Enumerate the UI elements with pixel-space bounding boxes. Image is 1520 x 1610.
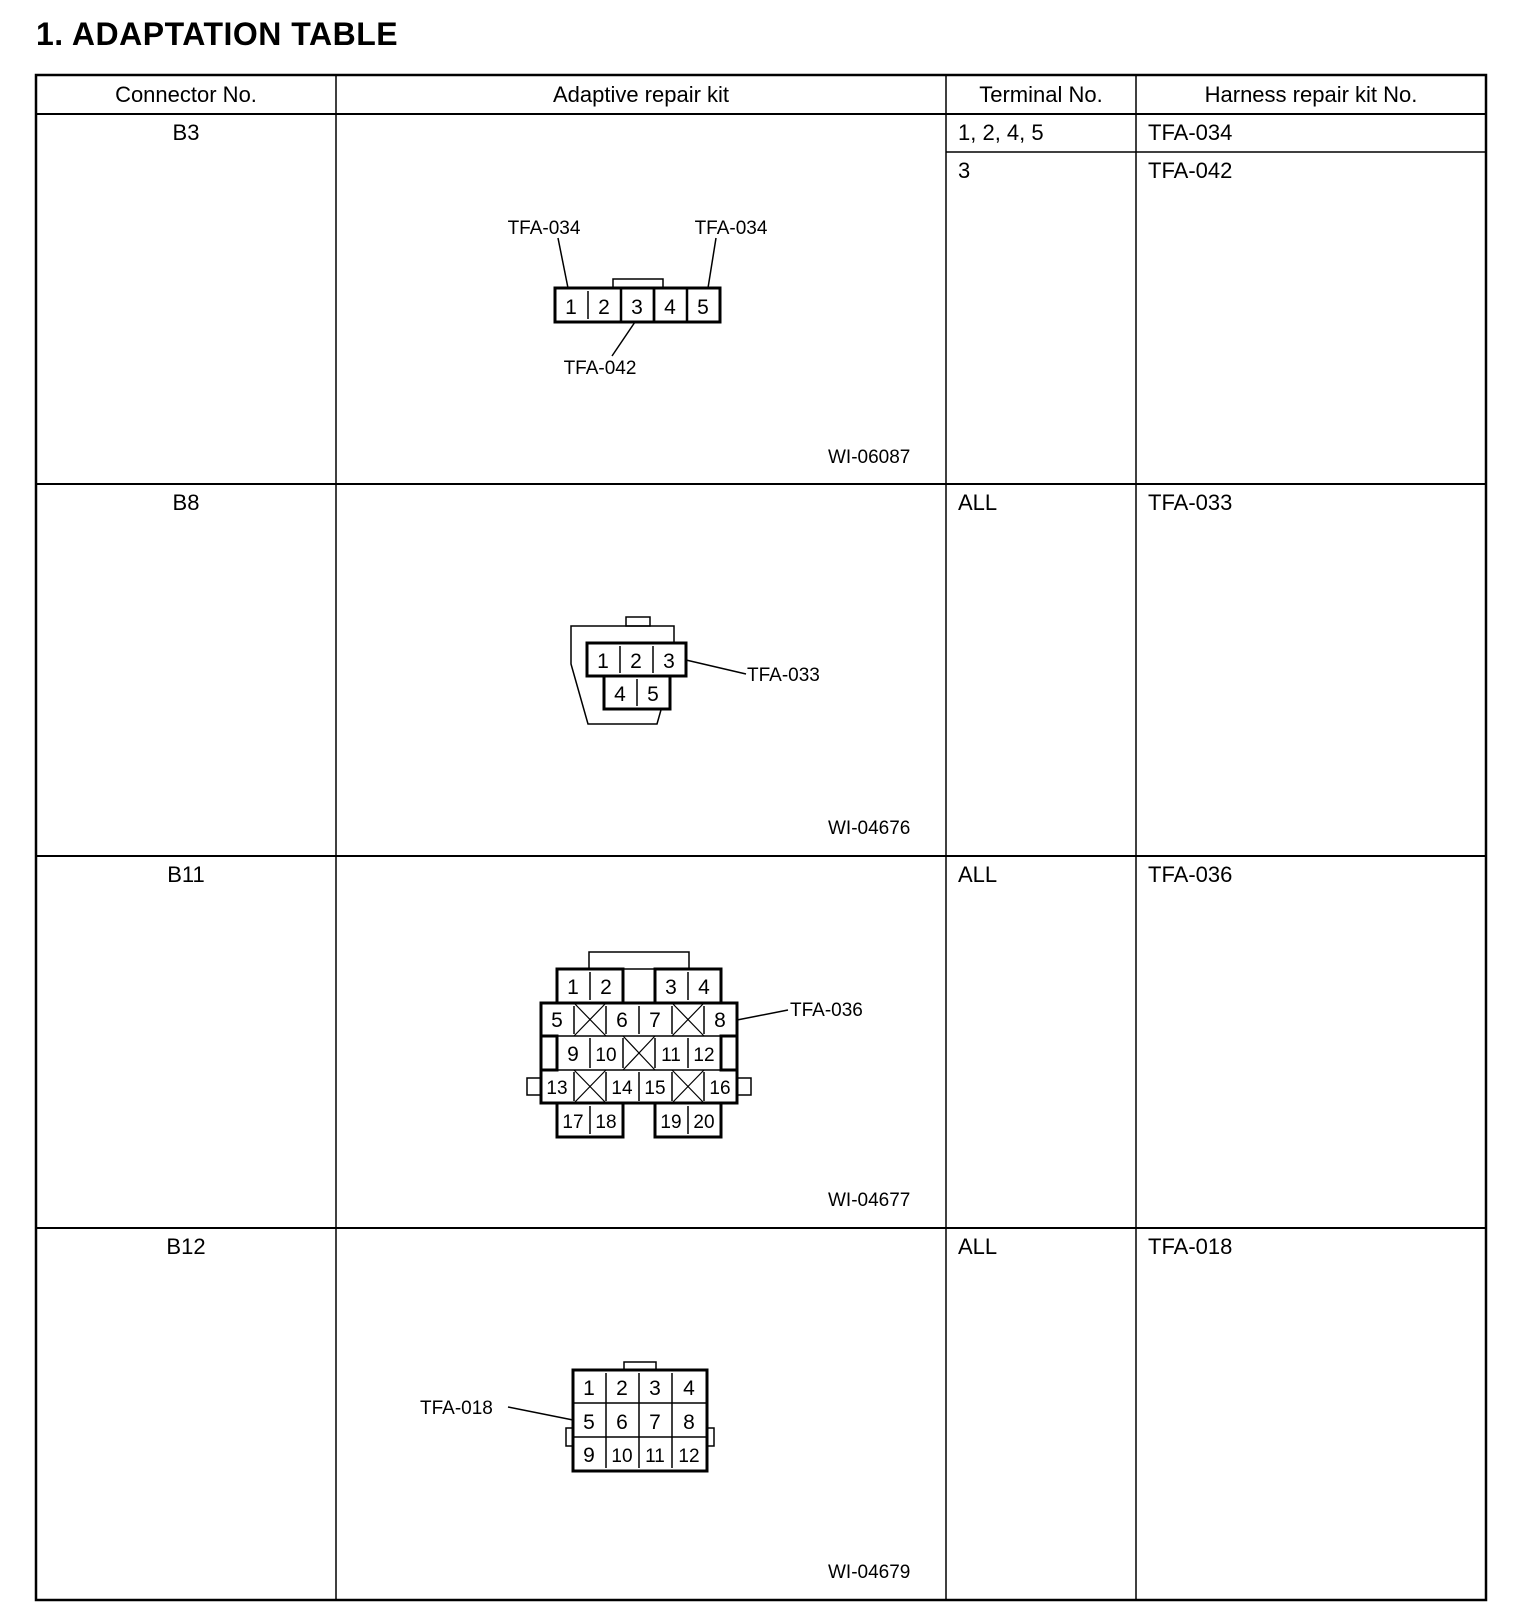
pin-b12-6: 6 — [616, 1411, 628, 1434]
pin-b12-4: 4 — [683, 1377, 695, 1400]
pin-b11-17: 17 — [562, 1112, 584, 1133]
pin-b12-7: 7 — [649, 1411, 661, 1434]
pin-b12-8: 8 — [683, 1411, 695, 1434]
pin-b12-10: 10 — [611, 1446, 633, 1467]
pin-b11-9: 9 — [567, 1043, 579, 1066]
callout-b3-tfa-034-right: TFA-034 — [694, 218, 768, 239]
header-harness-repair-kit-no: Harness repair kit No. — [1204, 82, 1418, 107]
kit-b12: TFA-018 — [1148, 1234, 1233, 1259]
figure-id-b8: WI-04676 — [828, 818, 911, 839]
pin-b11-3: 3 — [665, 976, 677, 999]
pin-b12-12: 12 — [678, 1446, 700, 1467]
pin-b3-2: 2 — [598, 296, 610, 319]
header-terminal-no: Terminal No. — [979, 82, 1103, 107]
pin-b8-1: 1 — [597, 650, 609, 673]
connector-diagram-b11 — [336, 856, 946, 1228]
pin-b12-11: 11 — [645, 1446, 665, 1467]
kit-b3-2: TFA-042 — [1148, 158, 1233, 183]
pin-b11-6: 6 — [616, 1009, 628, 1032]
figure-id-b12: WI-04679 — [828, 1562, 911, 1583]
kit-b8: TFA-033 — [1148, 490, 1233, 515]
pin-b12-5: 5 — [583, 1411, 595, 1434]
terminal-b3-2: 3 — [958, 158, 971, 183]
header-adaptive-repair-kit: Adaptive repair kit — [552, 82, 730, 107]
callout-b11-tfa-036: TFA-036 — [790, 1000, 863, 1021]
pin-b11-19: 19 — [660, 1112, 682, 1133]
connector-b12: B12 — [166, 1234, 206, 1259]
pin-b3-1: 1 — [565, 296, 577, 319]
pin-b8-3: 3 — [663, 650, 675, 673]
pin-b12-2: 2 — [616, 1377, 628, 1400]
kit-b3-1: TFA-034 — [1148, 120, 1233, 145]
pin-b12-3: 3 — [649, 1377, 661, 1400]
pin-b8-5: 5 — [647, 683, 659, 706]
connector-diagram-b12 — [336, 1228, 946, 1600]
kit-b11: TFA-036 — [1148, 862, 1233, 887]
pin-b11-10: 10 — [595, 1045, 617, 1066]
pin-b11-8: 8 — [714, 1009, 726, 1032]
callout-b3-tfa-034-left: TFA-034 — [507, 218, 581, 239]
pin-b11-12: 12 — [693, 1045, 715, 1066]
pin-b11-13: 13 — [546, 1078, 568, 1099]
pin-b11-18: 18 — [595, 1112, 617, 1133]
callout-b12-tfa-018: TFA-018 — [420, 1398, 493, 1419]
pin-b8-4: 4 — [614, 683, 626, 706]
pin-b3-4: 4 — [664, 296, 676, 319]
callout-b8-tfa-033: TFA-033 — [747, 665, 820, 686]
pin-b11-16: 16 — [709, 1078, 731, 1099]
pin-b12-1: 1 — [583, 1377, 595, 1400]
pin-b11-4: 4 — [698, 976, 710, 999]
pin-b12-9: 9 — [583, 1444, 595, 1467]
pin-b11-7: 7 — [649, 1009, 661, 1032]
pin-b3-3: 3 — [631, 296, 643, 319]
page-title: 1. ADAPTATION TABLE — [36, 16, 399, 52]
pin-b11-5: 5 — [551, 1009, 563, 1032]
terminal-b12: ALL — [958, 1234, 998, 1259]
terminal-b8: ALL — [958, 490, 998, 515]
pin-b8-2: 2 — [630, 650, 642, 673]
pin-b3-5: 5 — [697, 296, 709, 319]
connector-diagram-b8 — [336, 484, 946, 856]
figure-id-b3: WI-06087 — [828, 447, 911, 468]
pin-b11-2: 2 — [600, 976, 612, 999]
connector-b3: B3 — [172, 120, 200, 145]
pin-b11-15: 15 — [644, 1078, 666, 1099]
terminal-b11: ALL — [958, 862, 998, 887]
header-connector-no: Connector No. — [115, 82, 257, 107]
terminal-b3-1: 1, 2, 4, 5 — [958, 120, 1044, 145]
pin-b11-11: 11 — [661, 1045, 681, 1066]
connector-diagram-b3 — [336, 114, 946, 484]
pin-b11-20: 20 — [693, 1112, 715, 1133]
connector-b8: B8 — [172, 490, 200, 515]
figure-id-b11: WI-04677 — [828, 1190, 911, 1211]
pin-b11-14: 14 — [611, 1078, 633, 1099]
pin-b11-1: 1 — [567, 976, 579, 999]
connector-b11: B11 — [167, 862, 205, 887]
callout-b3-tfa-042: TFA-042 — [563, 358, 637, 379]
